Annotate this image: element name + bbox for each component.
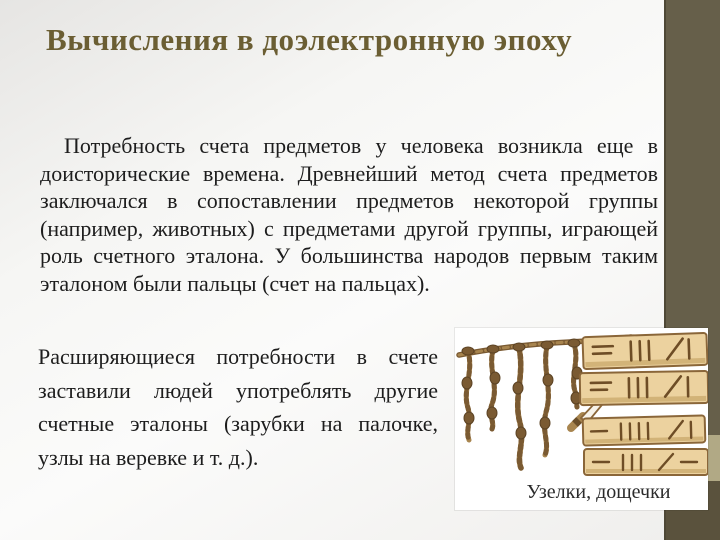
tally-board [584, 449, 708, 475]
main-paragraph: Потребность счета предметов у человека возникла еще в доисторические времена. Древнейший метод счета предметов заключался в сопоставлении предметов некоторой группы (например, животных) с предметами другой группы, играющей роль счетного эталона. У большинства народов первым таким эталоном были пальцы (счет на пальцах). [40, 133, 658, 296]
tally-boards [580, 333, 708, 475]
figure-caption: Узелки, дощечки [526, 481, 671, 503]
illustration-figure [455, 328, 708, 510]
knots-and-tally-boards-illustration [455, 328, 708, 478]
slide-title: Вычисления в доэлектронную эпоху [46, 22, 573, 57]
tally-board [583, 415, 706, 445]
tally-board [582, 333, 707, 369]
secondary-paragraph: Расширяющиеся потребности в счете заставили людей употреблять другие счетные эталоны (зарубки на палочке, узлы на веревке и т. д.). [38, 344, 438, 470]
tally-board [580, 371, 708, 405]
knotted-cords [466, 344, 577, 468]
